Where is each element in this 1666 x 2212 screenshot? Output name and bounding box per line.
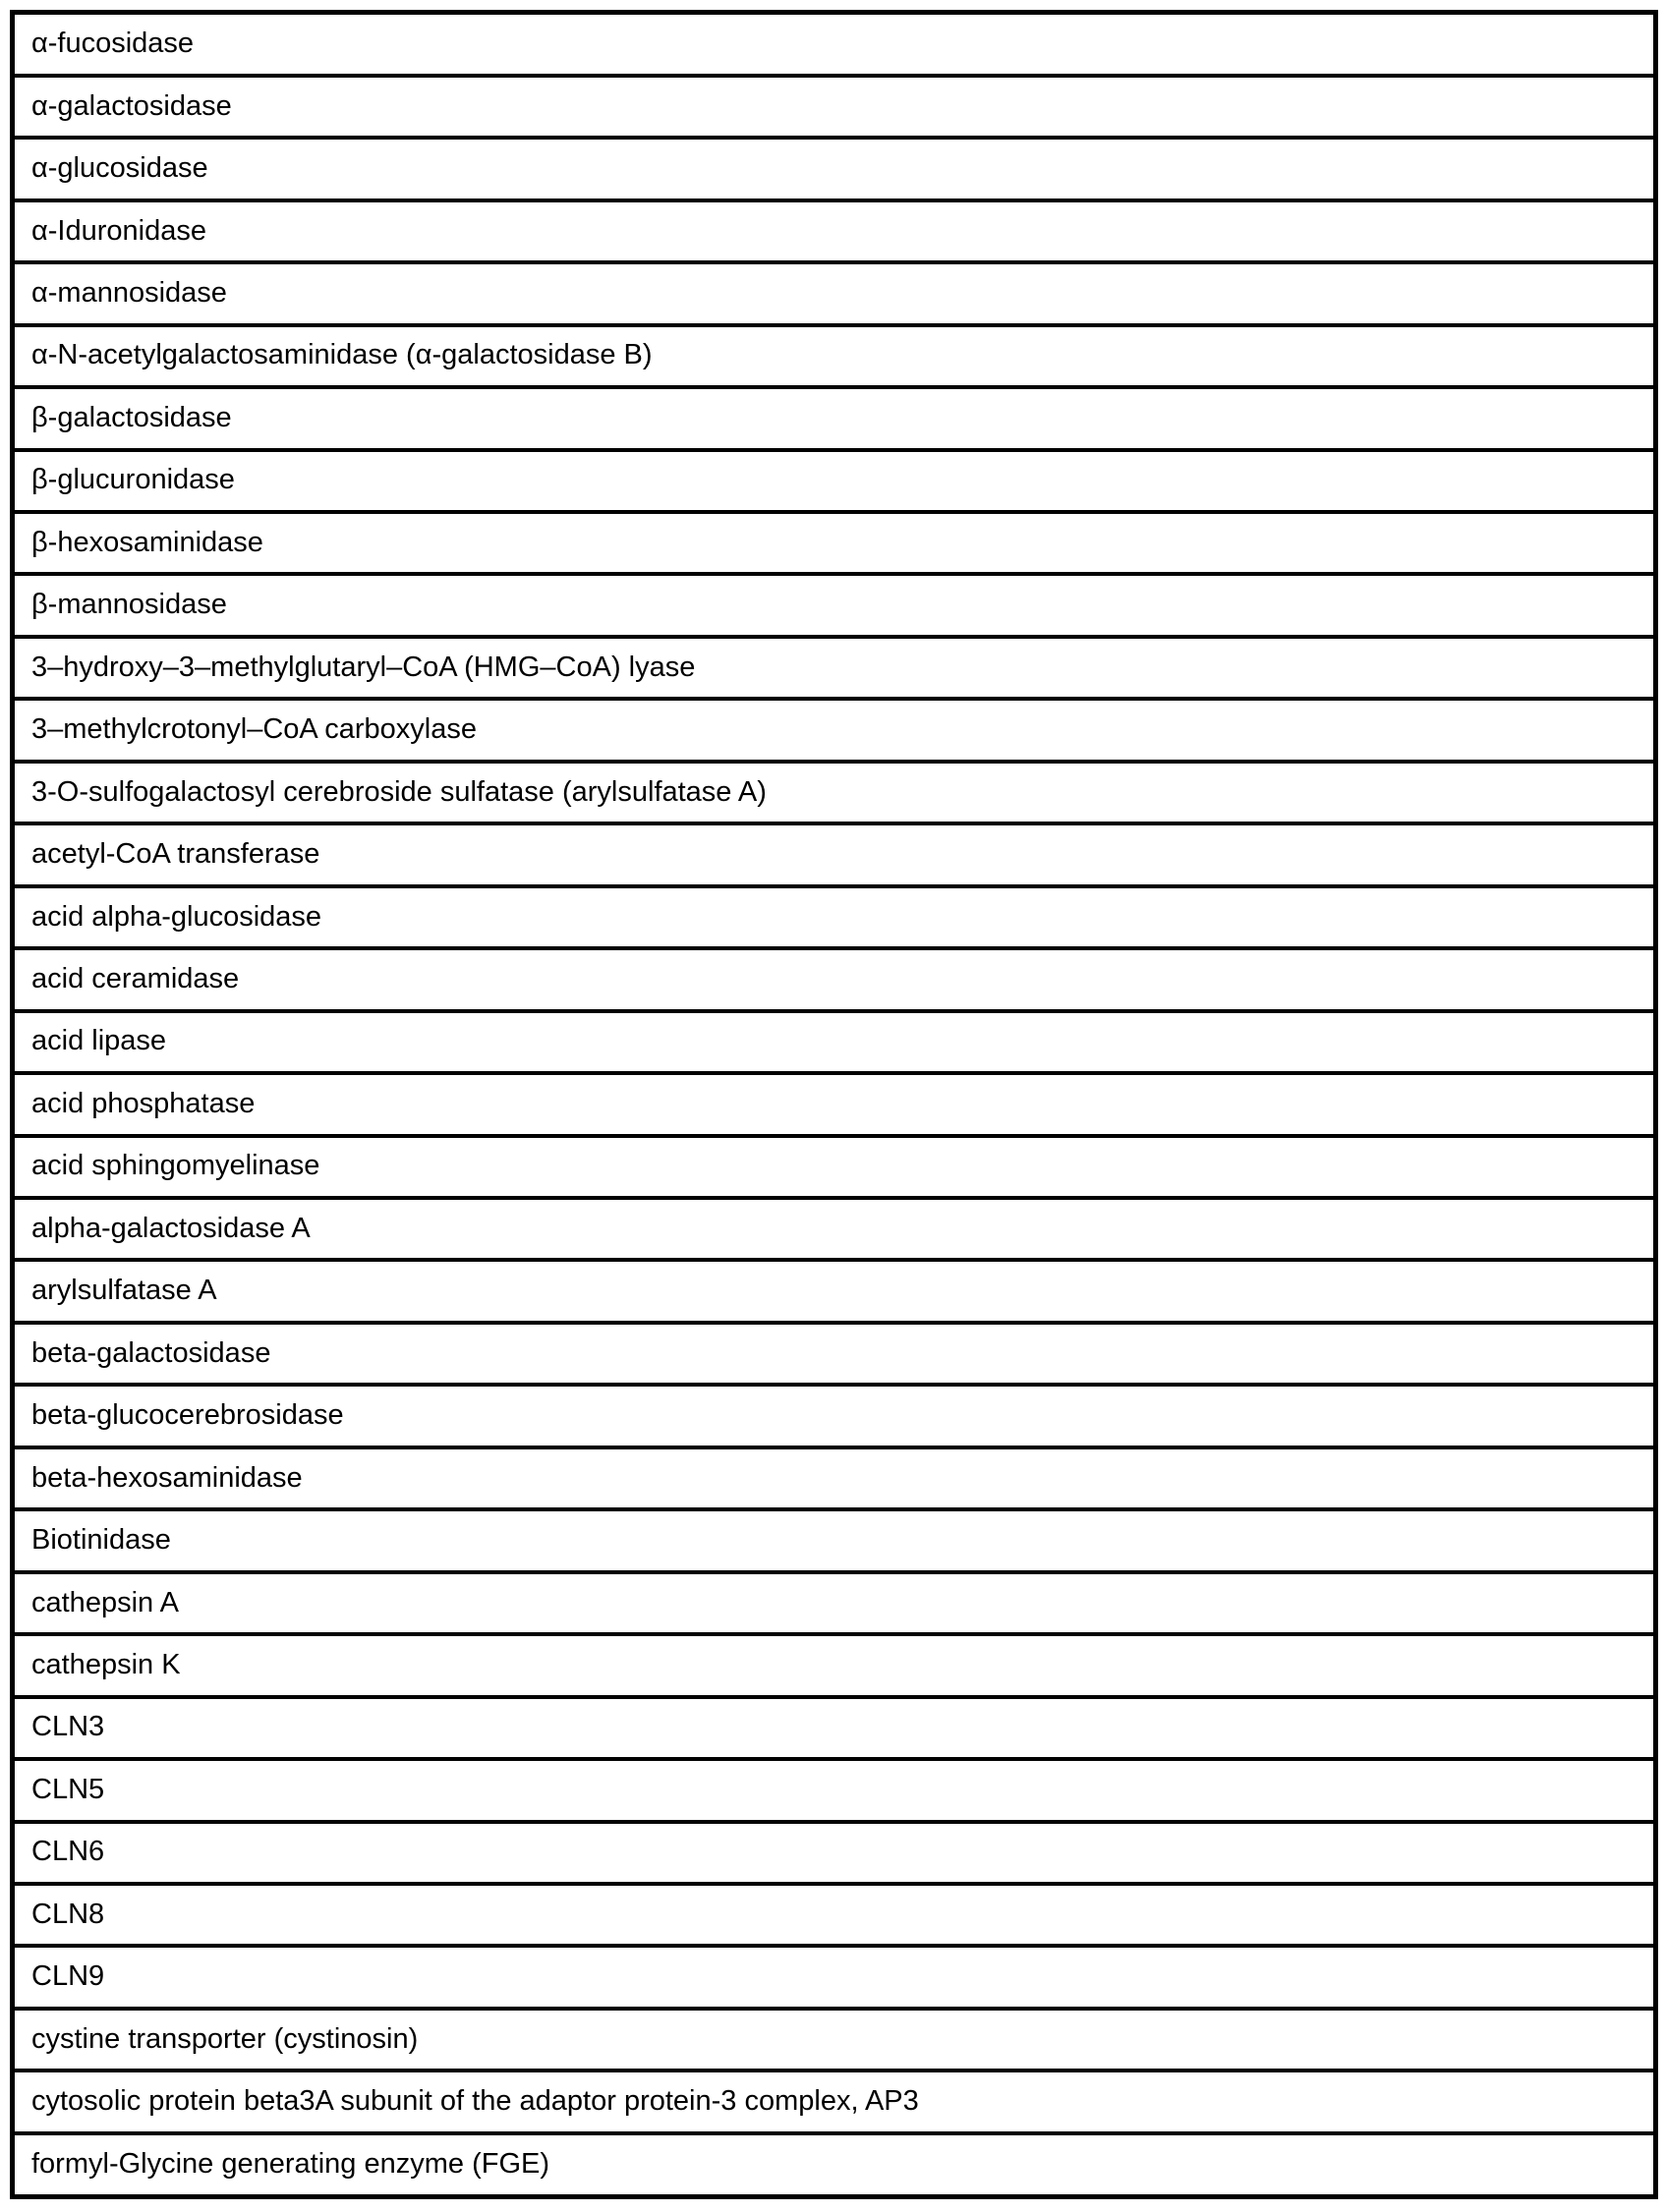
row-label: acid alpha-glucosidase [13, 886, 1656, 948]
table-row [13, 1759, 1656, 1821]
row-label: β-galactosidase [13, 387, 1656, 449]
table-row [13, 2009, 1656, 2070]
table-row [13, 1634, 1656, 1696]
table-row [13, 2070, 1656, 2132]
row-label: CLN8 [13, 1884, 1656, 1946]
table-row [13, 76, 1656, 138]
row-label: β-hexosaminidase [13, 512, 1656, 574]
table-row [13, 886, 1656, 948]
row-label: Biotinidase [13, 1509, 1656, 1571]
table-row [13, 1073, 1656, 1135]
row-label: acid sphingomyelinase [13, 1136, 1656, 1198]
table-row [13, 1323, 1656, 1385]
table-row [13, 699, 1656, 761]
table-row [13, 512, 1656, 574]
table-row [13, 1385, 1656, 1446]
table-row [13, 823, 1656, 885]
row-label: α-fucosidase [13, 13, 1656, 76]
enzyme-list-table [10, 10, 1658, 2199]
row-label: beta-hexosaminidase [13, 1447, 1656, 1509]
row-label: α-N-acetylgalactosaminidase (α-galactosidase B) [13, 325, 1656, 387]
row-label: cathepsin K [13, 1634, 1656, 1696]
table-row [13, 2133, 1656, 2197]
row-label: cathepsin A [13, 1572, 1656, 1634]
row-label: arylsulfatase A [13, 1260, 1656, 1322]
row-label: 3–hydroxy–3–methylglutaryl–CoA (HMG–CoA) lyase [13, 637, 1656, 699]
table-row [13, 1198, 1656, 1260]
row-label: acetyl-CoA transferase [13, 823, 1656, 885]
enzyme-list-table-body [13, 13, 1656, 2197]
table-row [13, 138, 1656, 199]
row-label: α-galactosidase [13, 76, 1656, 138]
table-row [13, 948, 1656, 1010]
row-label: α-glucosidase [13, 138, 1656, 199]
table-row [13, 1136, 1656, 1198]
row-label: 3–methylcrotonyl–CoA carboxylase [13, 699, 1656, 761]
table-row [13, 1011, 1656, 1073]
table-row [13, 1260, 1656, 1322]
row-label: β-mannosidase [13, 574, 1656, 636]
row-label: cytosolic protein beta3A subunit of the adaptor protein-3 complex, AP3 [13, 2070, 1656, 2132]
row-label: alpha-galactosidase A [13, 1198, 1656, 1260]
row-label: formyl-Glycine generating enzyme (FGE) [13, 2133, 1656, 2197]
table-row [13, 13, 1656, 76]
table-row [13, 387, 1656, 449]
row-label: acid phosphatase [13, 1073, 1656, 1135]
row-label: CLN3 [13, 1697, 1656, 1759]
row-label: cystine transporter (cystinosin) [13, 2009, 1656, 2070]
row-label: beta-galactosidase [13, 1323, 1656, 1385]
row-label: acid ceramidase [13, 948, 1656, 1010]
table-row [13, 262, 1656, 324]
table-row [13, 1884, 1656, 1946]
row-label: CLN5 [13, 1759, 1656, 1821]
row-label: α-mannosidase [13, 262, 1656, 324]
table-row [13, 574, 1656, 636]
table-row [13, 1447, 1656, 1509]
row-label: β-glucuronidase [13, 450, 1656, 512]
table-row [13, 762, 1656, 823]
row-label: acid lipase [13, 1011, 1656, 1073]
table-row [13, 1572, 1656, 1634]
table-row [13, 1822, 1656, 1884]
table-row [13, 450, 1656, 512]
table-row [13, 200, 1656, 262]
row-label: CLN9 [13, 1946, 1656, 2008]
table-row [13, 1946, 1656, 2008]
row-label: α-Iduronidase [13, 200, 1656, 262]
row-label: CLN6 [13, 1822, 1656, 1884]
table-row [13, 325, 1656, 387]
table-row [13, 637, 1656, 699]
table-row [13, 1697, 1656, 1759]
row-label: beta-glucocerebrosidase [13, 1385, 1656, 1446]
table-row [13, 1509, 1656, 1571]
row-label: 3-O-sulfogalactosyl cerebroside sulfatase (arylsulfatase A) [13, 762, 1656, 823]
